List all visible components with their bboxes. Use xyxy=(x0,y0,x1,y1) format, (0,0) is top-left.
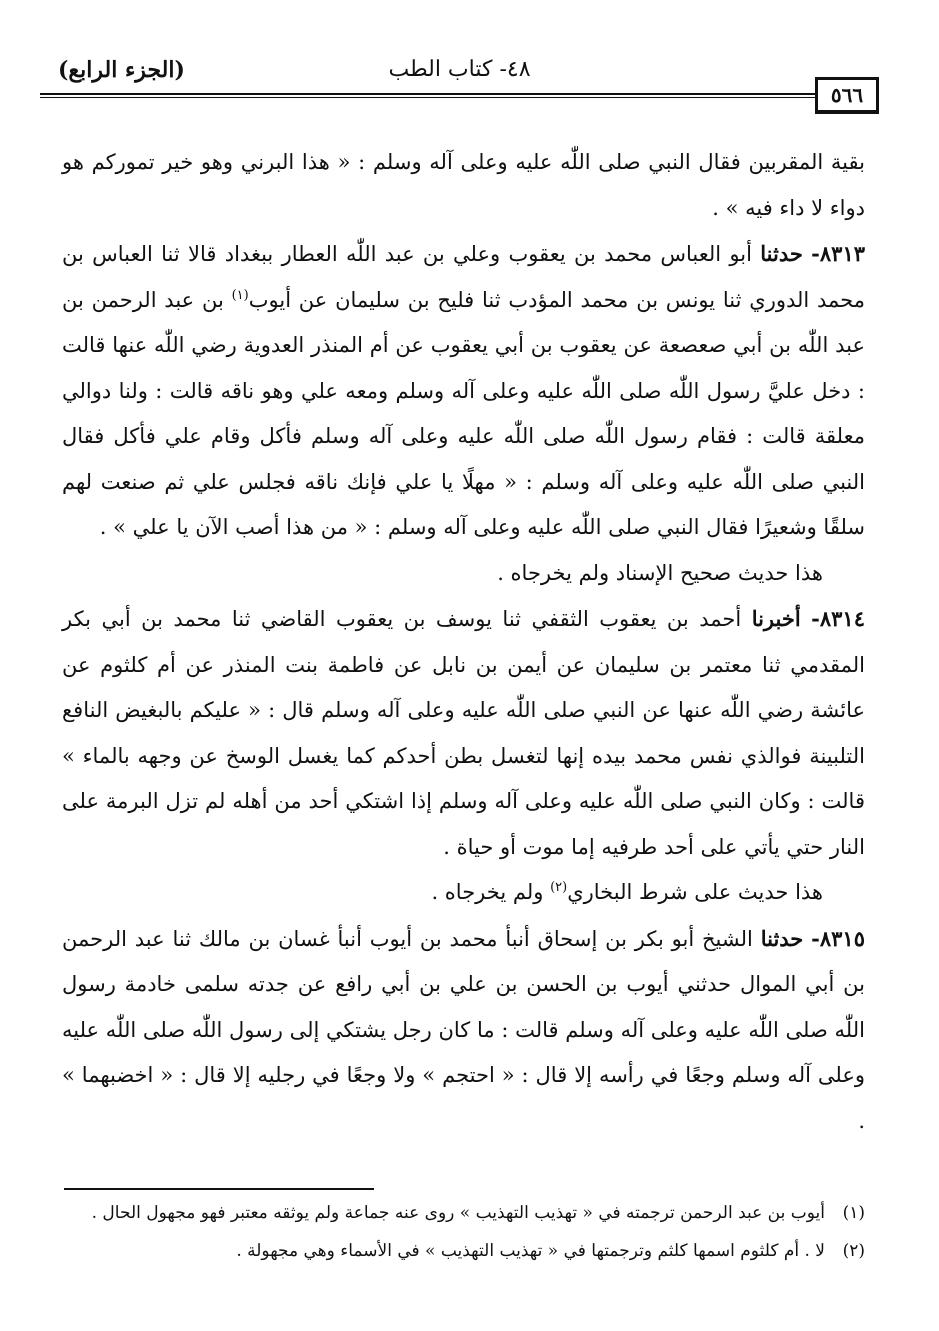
footnote-2 xyxy=(62,1236,865,1266)
grading-text: هذا حديث على شرط البخاري xyxy=(567,880,823,904)
footnote-ref-2[interactable]: (٢) xyxy=(550,880,568,895)
narration-keyword: حدثنا xyxy=(760,241,803,266)
hadith-number: ٨٣١٣- xyxy=(811,241,866,266)
footnote-1 xyxy=(62,1198,865,1228)
footnote-ref-1[interactable]: (١) xyxy=(231,287,249,303)
paragraph-text: بقية المقربين فقال النبي صلى اللّٰه عليه وعلى آله وسلم : « هذا البرني وهو خير تموركم هو دواء لا داء فيه » . xyxy=(62,150,865,220)
book-title: ٤٨- كتاب الطب xyxy=(388,57,531,82)
hadith-8313 xyxy=(62,231,865,551)
main-text xyxy=(62,140,865,1144)
footnote-number: (١) xyxy=(842,1203,865,1223)
hadith-number: ٨٣١٤- xyxy=(811,606,865,631)
hadith-text: الشيخ أبو بكر بن إسحاق أنبأ محمد بن أيوب أنبأ غسان بن مالك ثنا عبد الرحمن بن أبي الموال حدثني أيوب بن الحسن بن علي بن أبي رافع عن جدته سلمى خادمة رسول اللّٰه صلى اللّٰه عليه وعلى آله وسلم قالت : ما كان رجل يشتكي إلى رسول اللّٰه صلى اللّٰه عليه وعلى آله وسلم وجعًا في رأسه إلا قال : « احتجم » ولا وجعًا في رجليه إلا قال : « اخضبهما » . xyxy=(62,926,865,1133)
footnotes xyxy=(62,1198,865,1274)
hadith-grading xyxy=(62,870,865,916)
hadith-text: أحمد بن يعقوب الثقفي ثنا يوسف بن يعقوب القاضي ثنا محمد بن أبي بكر المقدمي ثنا معتمر بن سليمان عن أيمن بن نابل عن فاطمة بنت المنذر عن أم كلثوم عن عائشة رضي اللّٰه عنها عن النبي صلى اللّٰه عليه وعلى آله وسلم قال : « عليكم بالبغيض النافع التلبينة فوالذي نفس محمد بيده إنها لتغسل بطن أحدكم كما يغسل الوسخ عن وجهه بالماء » قالت : وكان النبي صلى اللّٰه عليه وعلى آله وسلم إذا اشتكي أحد من أهله لم تزل البرمة على النار حتي يأتي على أحد طرفيه إما موت أو حياة . xyxy=(62,607,865,859)
grading-text: هذا حديث صحيح الإسناد ولم يخرجاه . xyxy=(497,560,823,585)
footnote-text: لا . أم كلثوم اسمها كلثم وترجمتها في « تهذيب التهذيب » في الأسماء وهي مجهولة . xyxy=(236,1241,825,1261)
hadith-text-cont: بن عبد الرحمن بن عبد اللّٰه بن أبي صعصعة عن يعقوب بن أبي يعقوب عن أم المنذر العدوية رضي اللّٰه عنها قالت : دخل عليَّ رسول اللّٰه صلى اللّٰه عليه وعلى آله وسلم ومعه علي وهو ناقه قالت : ولنا دوالي معلقة قالت : فقام رسول اللّٰه صلى اللّٰه عليه وعلى آله وسلم فأكل وقام علي فأكل فقال النبي صلى اللّٰه عليه وعلى آله وسلم : « مهلًا يا علي فإنك ناقه فجلس علي ثم صنعت لهم سلقًا وشعيرًا فقال النبي صلى اللّٰه عليه وعلى آله وسلم : « من هذا أصب الآن يا علي » . xyxy=(62,287,865,539)
hadith-number: ٨٣١٥- xyxy=(811,925,865,951)
footnote-number: (٢) xyxy=(842,1241,865,1261)
hadith-8315 xyxy=(62,916,865,1145)
volume-label: (الجزء الرابع) xyxy=(58,57,185,83)
narration-keyword: أخبرنا xyxy=(751,606,801,631)
grading-text-cont: ولم يخرجاه . xyxy=(431,880,544,904)
footnote-text: أيوب بن عبد الرحمن ترجمته في « تهذيب التهذيب » روى عنه جماعة ولم يوثقه معتبر فهو مجهول الحال . xyxy=(91,1203,825,1223)
page-header xyxy=(40,55,879,115)
paragraph-continuation xyxy=(62,140,865,231)
narration-keyword: حدثنا xyxy=(760,925,804,951)
header-rule xyxy=(40,93,821,95)
hadith-8314 xyxy=(62,596,865,870)
hadith-grading xyxy=(62,551,865,597)
hadith-text: أبو العباس محمد بن يعقوب وعلي بن عبد اللّٰه العطار ببغداد قالا ثنا العباس بن محمد الدوري ثنا يونس بن محمد المؤدب ثنا فليح بن سليمان عن أيوب xyxy=(62,242,865,312)
header-rule-secondary xyxy=(40,97,821,98)
page-number: ٥٦٦ xyxy=(815,77,879,114)
footnote-divider xyxy=(64,1188,374,1190)
